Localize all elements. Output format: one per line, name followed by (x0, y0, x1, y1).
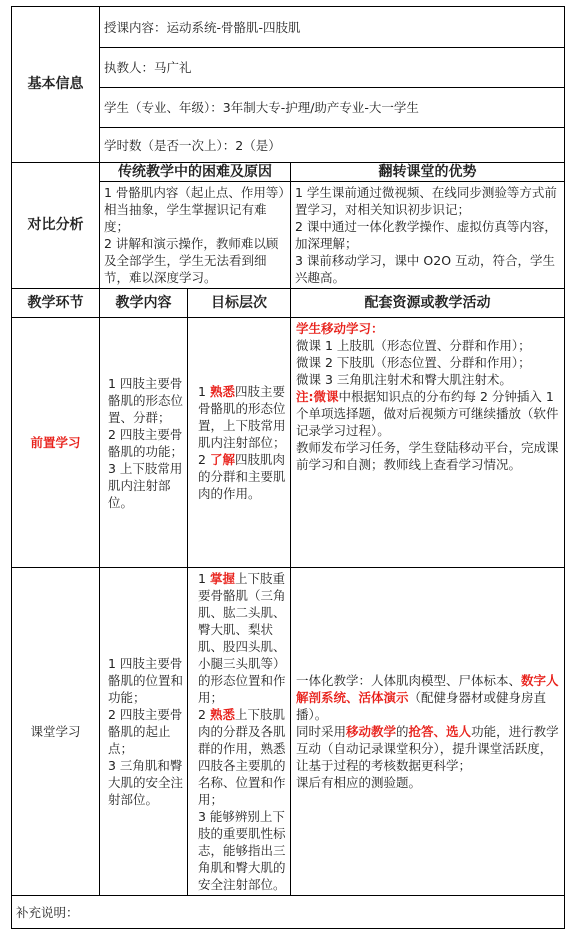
traditional-header: 传统教学中的困难及原因 (100, 163, 291, 182)
compare-label: 对比分析 (12, 163, 100, 289)
goal-key-master: 掌握 (209, 571, 235, 586)
col-goal: 目标层次 (188, 289, 291, 318)
micro-lesson-item: 微课 2 下肢肌（形态位置、分群和作用）； (296, 355, 531, 370)
mobile-interaction-text: 同时采用 (296, 724, 347, 739)
lesson-plan-table (11, 6, 565, 929)
class-content (100, 568, 188, 896)
goal-text: 四肢主要骨骼肌的形态位置，上下肢常用肌内注射部位； (198, 384, 286, 450)
stage-pre-learning: 前置学习 (12, 318, 100, 568)
goal-text: 上下肢重要骨骼肌（三角肌、肱二头肌、臀大肌、梨状肌、股四头肌、小腿三头肌等）的形态位置和作用； (198, 571, 286, 705)
students-info: 学生（专业、年级）：3年制大专-护理/助产专业-大一学生 (100, 88, 565, 128)
goal-text: 上下肢肌肉的分群及各肌群的作用，熟悉四肢各主要肌的名称、位置和作用； (198, 707, 286, 807)
pre-goals (188, 318, 291, 568)
integrated-teaching-note: （配健身器材或健身房直播）。 (296, 690, 547, 722)
mobile-teaching-key: 移动教学 (346, 724, 397, 739)
goal-number: 1 (198, 384, 210, 399)
micro-note-text: 中根据知识点的分布约每 2 分钟插入 1 个单项选择题，做对后视频方可继续播放（软件记录学习过程）。 (296, 389, 559, 438)
pre-content-item: 2 四肢主要骨骼肌的功能； (108, 426, 184, 459)
flipped-item: 2 课中通过一体化教学操作、虚拟仿真等内容，加深理解； (295, 219, 557, 251)
mobile-interaction-text: 的 (396, 724, 409, 739)
goal-key-understand: 了解 (209, 452, 235, 467)
class-goals (188, 568, 291, 896)
after-class-quiz: 课后有相应的测验题。 (296, 775, 422, 790)
goal-key-familiar: 熟悉 (209, 384, 235, 399)
flipped-advantages (291, 182, 565, 289)
goal-number: 2 (198, 707, 210, 722)
pre-content-item: 1 四肢主要骨骼肌的形态位置、分群； (108, 375, 184, 425)
micro-lesson-item: 微课 3 三角肌注射术和臀大肌注射术。 (296, 372, 512, 387)
goal-number: 1 (198, 571, 210, 586)
traditional-difficulties (100, 182, 291, 289)
goal-key-familiar: 熟悉 (209, 707, 235, 722)
mobile-learning-title: 学生移动学习： (296, 321, 384, 336)
flipped-item: 3 课前移动学习，课中 O2O 互动，符合，学生兴趣高。 (295, 253, 556, 285)
micro-lesson-item: 微课 1 上肢肌（形态位置、分群和作用）； (296, 338, 531, 353)
pre-resources (291, 318, 565, 568)
pre-content (100, 318, 188, 568)
goal-text: 3 能够辨别上下肢的重要肌性标志，能够指出三角肌和臀大肌的安全注射部位。 (198, 809, 286, 892)
goal-number: 2 (198, 452, 210, 467)
col-content: 教学内容 (100, 289, 188, 318)
pre-content-item: 3 上下肢常用肌内注射部位。 (108, 460, 183, 510)
class-hours: 学时数（是否一次上）：2（是） (100, 128, 565, 163)
class-content-item: 1 四肢主要骨骼肌的位置和功能； (108, 656, 184, 705)
traditional-item: 2 讲解和演示操作，教师难以顾及全部学生，学生无法看到细节，难以深度学习。 (104, 236, 279, 285)
col-resources: 配套资源或教学活动 (291, 289, 565, 318)
col-stage: 教学环节 (12, 289, 100, 318)
flipped-header: 翻转课堂的优势 (291, 163, 565, 182)
class-content-item: 2 四肢主要骨骼肌的起止点； (108, 707, 183, 756)
stage-class-learning: 课堂学习 (12, 568, 100, 896)
class-resources (291, 568, 565, 896)
teacher-task: 教师发布学习任务，学生登陆移动平台，完成课前学习和自测；教师线上查看学习情况。 (296, 440, 559, 472)
quick-answer-key: 抢答、选人 (408, 724, 472, 739)
basic-info-label: 基本信息 (12, 7, 100, 163)
goal-text: 四肢肌肉的分群和主要肌肉的作用。 (198, 452, 286, 501)
integrated-teaching: 一体化教学：人体肌肉模型、尸体标本、 (296, 673, 522, 688)
course-content: 授课内容：运动系统-骨骼肌-四肢肌 (100, 7, 565, 48)
flipped-item: 1 学生课前通过微视频、在线同步测验等方式前置学习，对相关知识初步识记； (295, 185, 557, 217)
class-content-item: 3 三角肌和臀大肌的安全注射部位。 (108, 758, 184, 807)
micro-note-key: 注:微课 (296, 389, 339, 404)
traditional-item: 1 骨骼肌内容（起止点、作用等）相当抽象，学生掌握识记有难度； (104, 185, 285, 234)
supplementary-note: 补充说明： (12, 896, 565, 929)
teacher-name: 执教人：马广礼 (100, 48, 565, 88)
mobile-interaction-text: 功能，进行教学互动（自动记录课堂积分），提升课堂活跃度，让基于过程的考核数据更科学； (296, 724, 559, 773)
digital-anatomy-key: 数字人解剖系统、活体演示 (296, 673, 559, 705)
